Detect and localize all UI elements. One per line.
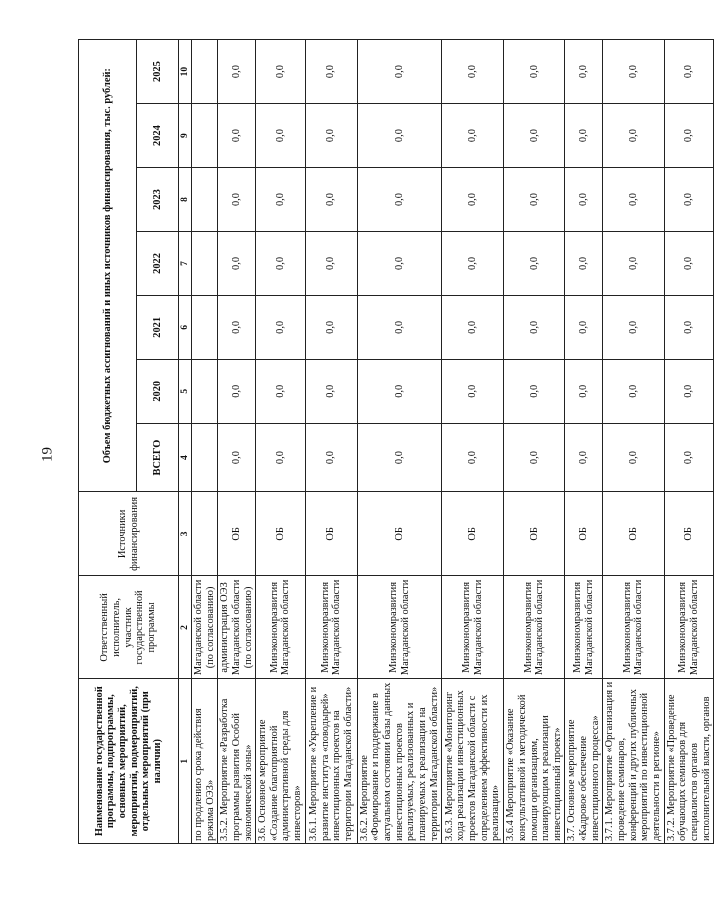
table-row <box>305 40 357 844</box>
row-value: 0,0 <box>305 168 357 232</box>
row-name: 3.6.4 Мероприятие «Оказание консультативной и методической помощи организациям, планирующим к реализации инвестиционный проект» <box>504 679 565 844</box>
column-number: 5 <box>179 359 192 423</box>
header-year: 2025 <box>137 40 179 104</box>
row-value: 0,0 <box>442 104 504 168</box>
row-value: 0,0 <box>357 40 441 104</box>
column-number: 10 <box>179 40 192 104</box>
row-source: ОБ <box>218 492 256 576</box>
row-value: 0,0 <box>357 423 441 492</box>
row-value: 0,0 <box>504 359 565 423</box>
row-source: ОБ <box>603 492 664 576</box>
row-value: 0,0 <box>565 168 603 232</box>
header-sources: Источники финансирования <box>79 492 179 576</box>
header-total: ВСЕГО <box>137 423 179 492</box>
row-value: 0,0 <box>442 295 504 359</box>
row-value: 0,0 <box>305 359 357 423</box>
row-value: 0,0 <box>442 168 504 232</box>
header-volume: Объем бюджетных ассигнований и иных источников финансирования, тыс. рублей: <box>79 40 137 492</box>
table-row <box>256 40 306 844</box>
row-name: 3.7.1. Мероприятие «Организация и проведение семинаров, конференций и других публичных мероприятий по инвестиционной деятельности в регионе» <box>603 679 664 844</box>
row-source: ОБ <box>664 492 714 576</box>
header-name: Наименование государственной программы, подпрограммы, основных мероприятий, мероприятий, подмероприятий, отдельных мероприятий (при наличии) <box>79 679 179 844</box>
row-responsible: администрация ОЭЗ Магаданской области (по согласованию) <box>218 576 256 679</box>
column-number: 8 <box>179 168 192 232</box>
header-year: 2020 <box>137 359 179 423</box>
row-value: 0,0 <box>256 359 306 423</box>
row-value: 0,0 <box>357 168 441 232</box>
row-source: ОБ <box>504 492 565 576</box>
row-value: 0,0 <box>664 40 714 104</box>
row-name: по продлению срока действия режима ОЭЗ» <box>192 679 218 844</box>
row-value: 0,0 <box>218 423 256 492</box>
row-name: 3.7. Основное мероприятие «Кадровое обеспечение инвестиционного процесса» <box>565 679 603 844</box>
row-value: 0,0 <box>565 423 603 492</box>
rotated-table-container <box>78 39 712 844</box>
column-number: 1 <box>179 679 192 844</box>
row-value: 0,0 <box>256 168 306 232</box>
row-value: 0,0 <box>305 295 357 359</box>
row-value <box>192 40 218 104</box>
row-value <box>192 168 218 232</box>
row-source: ОБ <box>256 492 306 576</box>
row-value: 0,0 <box>664 168 714 232</box>
row-name: 3.5.2. Мероприятие «Разработка программы развития Особой экономической зоны» <box>218 679 256 844</box>
row-value: 0,0 <box>603 359 664 423</box>
row-value: 0,0 <box>504 295 565 359</box>
row-value: 0,0 <box>664 104 714 168</box>
row-value <box>192 295 218 359</box>
financing-table <box>78 39 714 844</box>
row-value: 0,0 <box>664 423 714 492</box>
row-value <box>192 104 218 168</box>
row-responsible: Минэкономразвития Магаданской области <box>603 576 664 679</box>
row-value: 0,0 <box>664 359 714 423</box>
row-value: 0,0 <box>305 423 357 492</box>
row-value: 0,0 <box>442 40 504 104</box>
row-value: 0,0 <box>603 295 664 359</box>
table-row <box>603 40 664 844</box>
row-value: 0,0 <box>664 231 714 295</box>
row-value: 0,0 <box>256 231 306 295</box>
row-value: 0,0 <box>218 40 256 104</box>
row-value: 0,0 <box>218 168 256 232</box>
table-row <box>504 40 565 844</box>
table-row <box>218 40 256 844</box>
row-value: 0,0 <box>565 359 603 423</box>
row-name: 3.6.1. Мероприятие «Укрепление и развитие института «поводырей» инвестиционных проектов на территории Магаданской области» <box>305 679 357 844</box>
row-value <box>192 231 218 295</box>
row-value: 0,0 <box>256 423 306 492</box>
row-value: 0,0 <box>256 104 306 168</box>
header-year: 2023 <box>137 168 179 232</box>
row-value: 0,0 <box>218 359 256 423</box>
row-source: ОБ <box>357 492 441 576</box>
column-number: 7 <box>179 231 192 295</box>
row-value: 0,0 <box>603 168 664 232</box>
header-year: 2022 <box>137 231 179 295</box>
table-row <box>664 40 714 844</box>
row-name: 3.6.3. Мероприятие «Мониторинг хода реализации инвестиционных проектов Магаданской области с определением эффективности их реализации» <box>442 679 504 844</box>
row-value: 0,0 <box>218 231 256 295</box>
row-value: 0,0 <box>504 423 565 492</box>
header-responsible: Ответственный исполнитель, участник государственной программы <box>79 576 179 679</box>
row-value <box>192 423 218 492</box>
row-value: 0,0 <box>504 40 565 104</box>
column-number: 2 <box>179 576 192 679</box>
row-value: 0,0 <box>357 104 441 168</box>
header-year: 2021 <box>137 295 179 359</box>
row-source: ОБ <box>442 492 504 576</box>
row-responsible: Минэкономразвития Магаданской области <box>565 576 603 679</box>
row-value: 0,0 <box>442 231 504 295</box>
row-value: 0,0 <box>603 423 664 492</box>
row-responsible: Минэкономразвития Магаданской области <box>256 576 306 679</box>
row-responsible: Минэкономразвития Магаданской области <box>664 576 714 679</box>
row-value: 0,0 <box>357 231 441 295</box>
row-responsible: Магаданской области (по согласованию) <box>192 576 218 679</box>
row-value: 0,0 <box>565 104 603 168</box>
column-number: 3 <box>179 492 192 576</box>
table-row <box>565 40 603 844</box>
row-value: 0,0 <box>218 295 256 359</box>
row-value: 0,0 <box>603 40 664 104</box>
row-value: 0,0 <box>603 231 664 295</box>
page-number: 19 <box>39 447 56 462</box>
column-number: 6 <box>179 295 192 359</box>
row-value: 0,0 <box>664 295 714 359</box>
row-value: 0,0 <box>504 104 565 168</box>
row-value: 0,0 <box>603 104 664 168</box>
row-value: 0,0 <box>504 168 565 232</box>
row-value: 0,0 <box>442 423 504 492</box>
row-value: 0,0 <box>504 231 565 295</box>
row-source: ОБ <box>305 492 357 576</box>
row-value: 0,0 <box>305 40 357 104</box>
column-number: 4 <box>179 423 192 492</box>
row-value: 0,0 <box>565 231 603 295</box>
row-responsible: Минэкономразвития Магаданской области <box>305 576 357 679</box>
row-name: 3.6.2. Мероприятие «Формирование и поддержание в актуальном состоянии базы данных инвестиционных проектов реализуемых, реализованных и планируемых к реализации на территории Магаданской области» <box>357 679 441 844</box>
row-value: 0,0 <box>565 40 603 104</box>
row-responsible: Минэкономразвития Магаданской области <box>442 576 504 679</box>
row-value: 0,0 <box>565 295 603 359</box>
table-row <box>442 40 504 844</box>
row-value: 0,0 <box>305 231 357 295</box>
header-year: 2024 <box>137 104 179 168</box>
column-number-row <box>179 40 192 844</box>
row-value: 0,0 <box>442 359 504 423</box>
row-name: 3.7.2. Мероприятие «Проведение обучающих семинаров для специалистов органов исполнительной власти, органов <box>664 679 714 844</box>
row-responsible: Минэкономразвития Магаданской области <box>357 576 441 679</box>
table-row <box>192 40 218 844</box>
row-source: ОБ <box>565 492 603 576</box>
row-responsible: Минэкономразвития Магаданской области <box>504 576 565 679</box>
row-source <box>192 492 218 576</box>
row-value: 0,0 <box>357 359 441 423</box>
row-value: 0,0 <box>305 104 357 168</box>
row-value: 0,0 <box>256 295 306 359</box>
row-value: 0,0 <box>357 295 441 359</box>
row-value <box>192 359 218 423</box>
row-value: 0,0 <box>218 104 256 168</box>
row-value: 0,0 <box>256 40 306 104</box>
table-row <box>357 40 441 844</box>
column-number: 9 <box>179 104 192 168</box>
row-name: 3.6. Основное мероприятие «Создание благоприятной административной среды для инвесторов» <box>256 679 306 844</box>
